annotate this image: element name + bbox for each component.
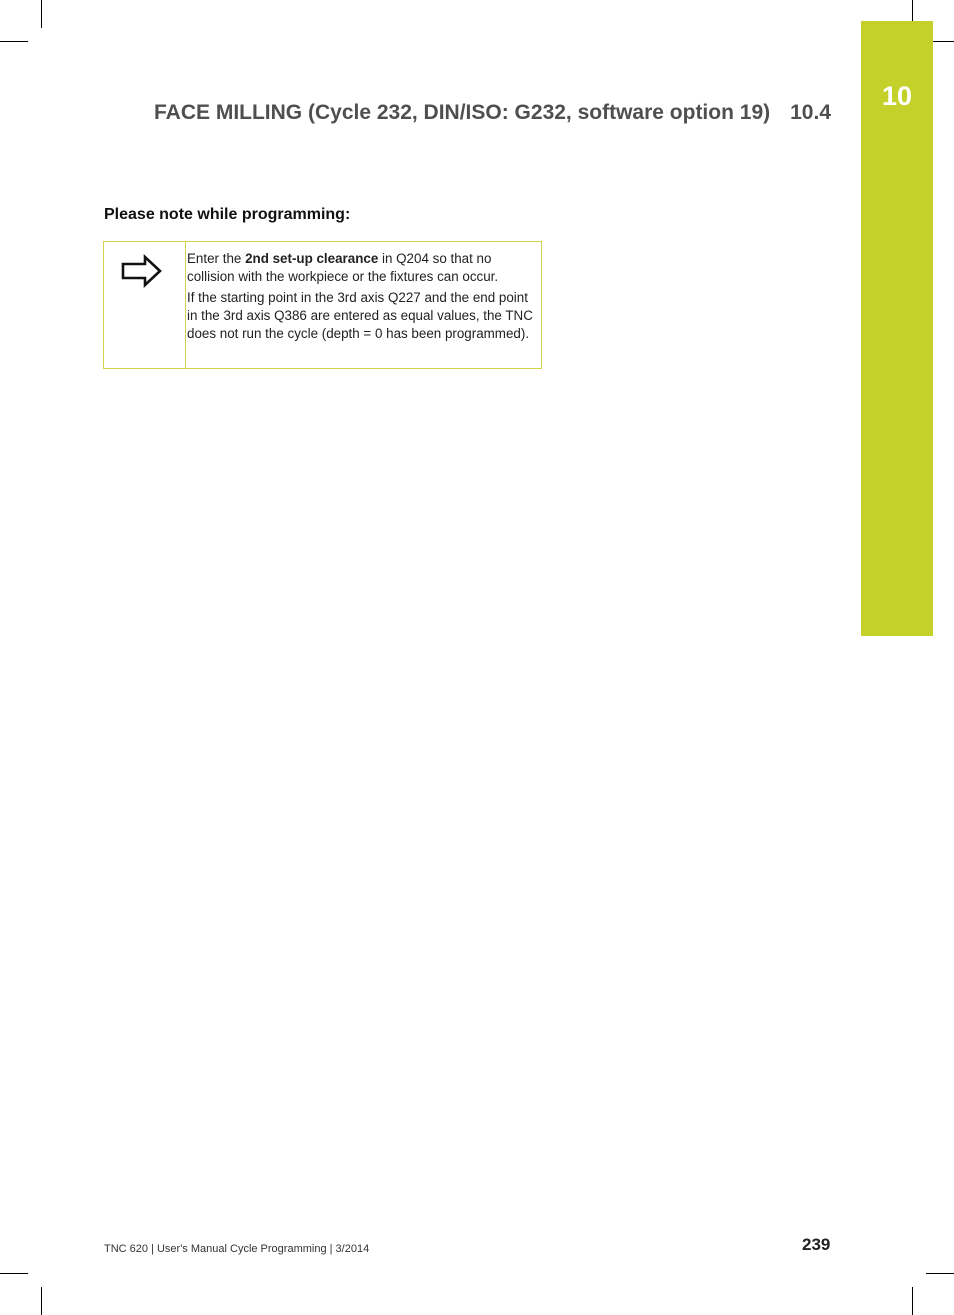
footer-text: TNC 620 | User's Manual Cycle Programming | 3/2014 — [104, 1243, 370, 1255]
note-box — [103, 241, 542, 369]
crop-mark — [912, 1287, 913, 1315]
chapter-number: 10 — [881, 81, 913, 111]
crop-mark — [0, 1273, 28, 1274]
page-number: 239 — [802, 1235, 831, 1254]
crop-mark — [41, 0, 42, 28]
arrow-right-icon — [121, 254, 163, 288]
note-text-run: in Q204 so that no collision with the workpiece or the fixtures can occur. — [187, 251, 499, 284]
crop-mark — [41, 1287, 42, 1315]
running-header-title: FACE MILLING (Cycle 232, DIN/ISO: G232, software option 19) — [153, 101, 771, 124]
crop-mark — [926, 1273, 954, 1274]
note-term: 2nd set-up clearance — [245, 251, 379, 266]
crop-mark — [0, 41, 28, 42]
note-text — [187, 250, 539, 346]
note-text-run: Enter the — [187, 251, 246, 266]
note-divider — [185, 242, 186, 368]
section-heading: Please note while programming: — [104, 206, 351, 223]
running-header — [154, 101, 831, 125]
chapter-tab — [861, 21, 933, 636]
running-header-section: 10.4 — [790, 101, 831, 124]
note-paragraph — [187, 250, 539, 286]
note-paragraph: If the starting point in the 3rd axis Q227 and the end point in the 3rd axis Q386 are entered as equal values, the TNC does not run the cycle (depth = 0 has been programmed). — [187, 290, 533, 341]
